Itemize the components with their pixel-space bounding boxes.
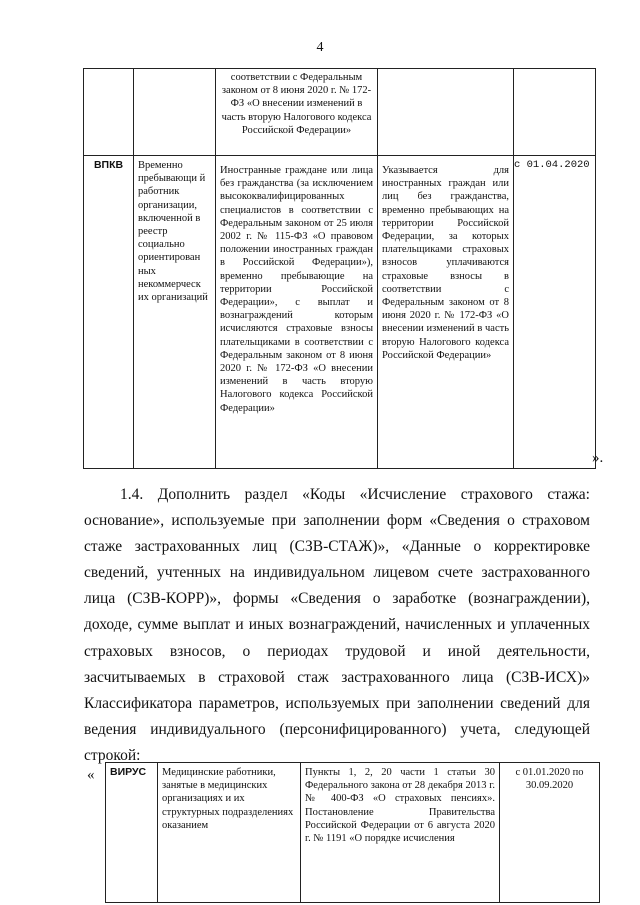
closing-quote-mark: ». bbox=[592, 450, 604, 466]
code-cell: ВИРУС bbox=[106, 763, 158, 903]
table-row-continuation bbox=[84, 69, 596, 156]
amendment-paragraph bbox=[84, 482, 590, 769]
name-cell: Временно пребывающи й работник организации, включенной в реестр социально ориентирован ных некоммерческ их организаций bbox=[134, 156, 216, 469]
dates-cell: с 01.01.2020 по 30.09.2020 bbox=[500, 763, 600, 903]
table-row-vpkv bbox=[84, 156, 596, 469]
page-number: 4 bbox=[316, 40, 324, 55]
paragraph-text: 1.4. Дополнить раздел «Коды «Исчисление страхового стажа: основание», используемые при заполнении форм «Сведения о страховом стаже застрахованных лиц (СЗВ-СТАЖ)», «Данные о корректировке сведений, учтенных на индивидуальном лицевом счете застрахованного лица (СЗВ-КОРР)», формы «Сведения о заработке (вознаграждении), доходе, сумме выплат и иных вознаграждений, начисленных и уплаченных страховых взносов, о периодах трудовой и иной деятельности, засчитываемых в страховой стаж застрахованного лица (СЗВ-ИСХ)» Классификатора параметров, используемых при заполнении сведений для ведения индивидуального (персонифицированного) учета, следующей строкой: bbox=[84, 486, 590, 764]
codes-table-bottom bbox=[105, 762, 600, 903]
note-cell-empty bbox=[378, 69, 514, 156]
name-cell: Медицинские работники, занятые в медицинских организациях и их структурных подразделениях оказанием bbox=[158, 763, 301, 903]
code-cell: ВПКВ bbox=[84, 156, 134, 469]
description-cell: Иностранные граждане или лица без гражданства (за исключением высококвалифицированных специалистов в соответствии с Федеральным законом от 25 июля 2002 г. № 115-ФЗ «О правовом положении иностранных граждан в Российской Федерации»), временно пребывающие на территории Российской Федерации», с выплат и вознаграждений которым исчисляются страховые взносы плательщиками в соответствии с Федеральным законом от 8 июня 2020 г. № 172-ФЗ «О внесении изменений в часть вторую Налогового кодекса Российской Федерации» bbox=[216, 156, 378, 469]
note-cell: Указывается для иностранных граждан или лиц без гражданства, временно пребывающих на территории Российской Федерации, за которых плательщиками страховых взносов уплачиваются страховые взносы в соответствии с Федеральным законом от 8 июня 2020 г. № 172-ФЗ «О внесении изменений в часть вторую Налогового кодекса Российской Федерации» bbox=[378, 156, 514, 469]
opening-quote-mark: « bbox=[87, 767, 95, 783]
name-cell-empty bbox=[134, 69, 216, 156]
date-cell-empty bbox=[514, 69, 596, 156]
codes-table-top bbox=[83, 68, 596, 469]
basis-cell: Пункты 1, 2, 20 части 1 статьи 30 Федерального закона от 28 декабря 2013 г. № 400-ФЗ «О страховых пенсиях». Постановление Правительства Российской Федерации от 6 августа 2020 г. № 1191 «О порядке исчисления bbox=[301, 763, 500, 903]
description-cell-continued: соответствии с Федеральным законом от 8 июня 2020 г. № 172-ФЗ «О внесении изменений в часть вторую Налогового кодекса Российской Федерации» bbox=[216, 69, 378, 156]
table-row-virus bbox=[106, 763, 600, 903]
code-cell-empty bbox=[84, 69, 134, 156]
date-cell: с 01.04.2020 bbox=[514, 156, 596, 469]
